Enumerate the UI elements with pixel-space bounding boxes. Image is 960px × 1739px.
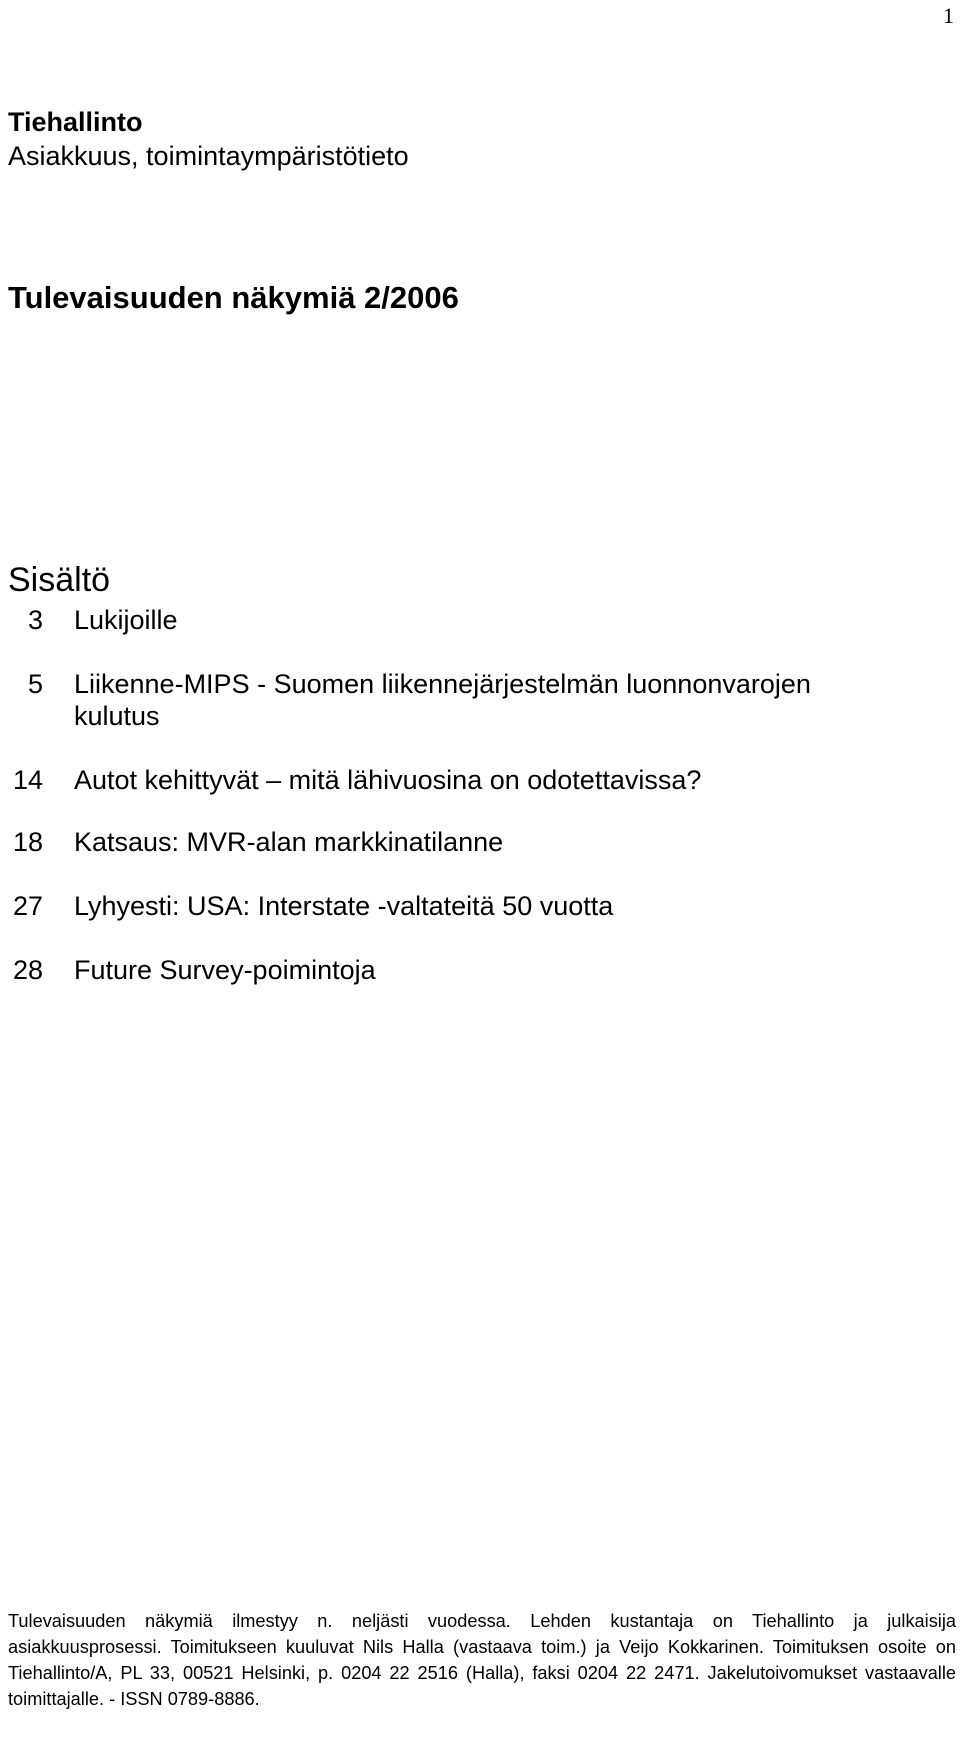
page-number: 1 bbox=[943, 3, 954, 28]
toc-item-title: Autot kehittyvät – mitä lähivuosina on odotettavissa? bbox=[74, 765, 702, 795]
publication-title: Tulevaisuuden näkymiä 2/2006 bbox=[8, 280, 459, 315]
toc-item-title: Liikenne-MIPS - Suomen liikennejärjestelmän luonnonvarojen kulutus bbox=[74, 669, 811, 731]
toc-item-page: 5 bbox=[27, 669, 43, 699]
toc-heading: Sisältö bbox=[8, 561, 111, 599]
colophon: Tulevaisuuden näkymiä ilmestyy n. neljästi vuodessa. Lehden kustantaja on Tiehallinto ja julkaisija asiakkuusprosessi. Toimitukseen kuuluvat Nils Halla (vastaava toim.) ja Veijo Kokkarinen. Toimituksen osoite on Tiehallinto/A, PL 33, 00521 Helsinki, p. 0204 22 2516 (Halla), faksi 0204 22 2471. Jakelutoivomukset vastaavalle toimittajalle. - ISSN 0789-8886. bbox=[8, 1611, 956, 1709]
toc-item-page: 14 bbox=[12, 765, 43, 795]
toc-item-page: 28 bbox=[12, 955, 43, 985]
toc-item-page: 27 bbox=[12, 891, 43, 921]
toc-item-page: 18 bbox=[12, 827, 43, 857]
toc-item-title: Katsaus: MVR-alan markkinatilanne bbox=[74, 827, 504, 857]
organization-name: Tiehallinto bbox=[8, 107, 143, 137]
organization-unit: Asiakkuus, toimintaympäristötieto bbox=[8, 141, 409, 171]
toc-item-page: 3 bbox=[27, 605, 43, 635]
toc-item-title: Lukijoille bbox=[74, 605, 178, 635]
toc-item-title: Lyhyesti: USA: Interstate -valtateitä 50 vuotta bbox=[74, 891, 614, 921]
toc-item-title: Future Survey-poimintoja bbox=[74, 955, 376, 985]
